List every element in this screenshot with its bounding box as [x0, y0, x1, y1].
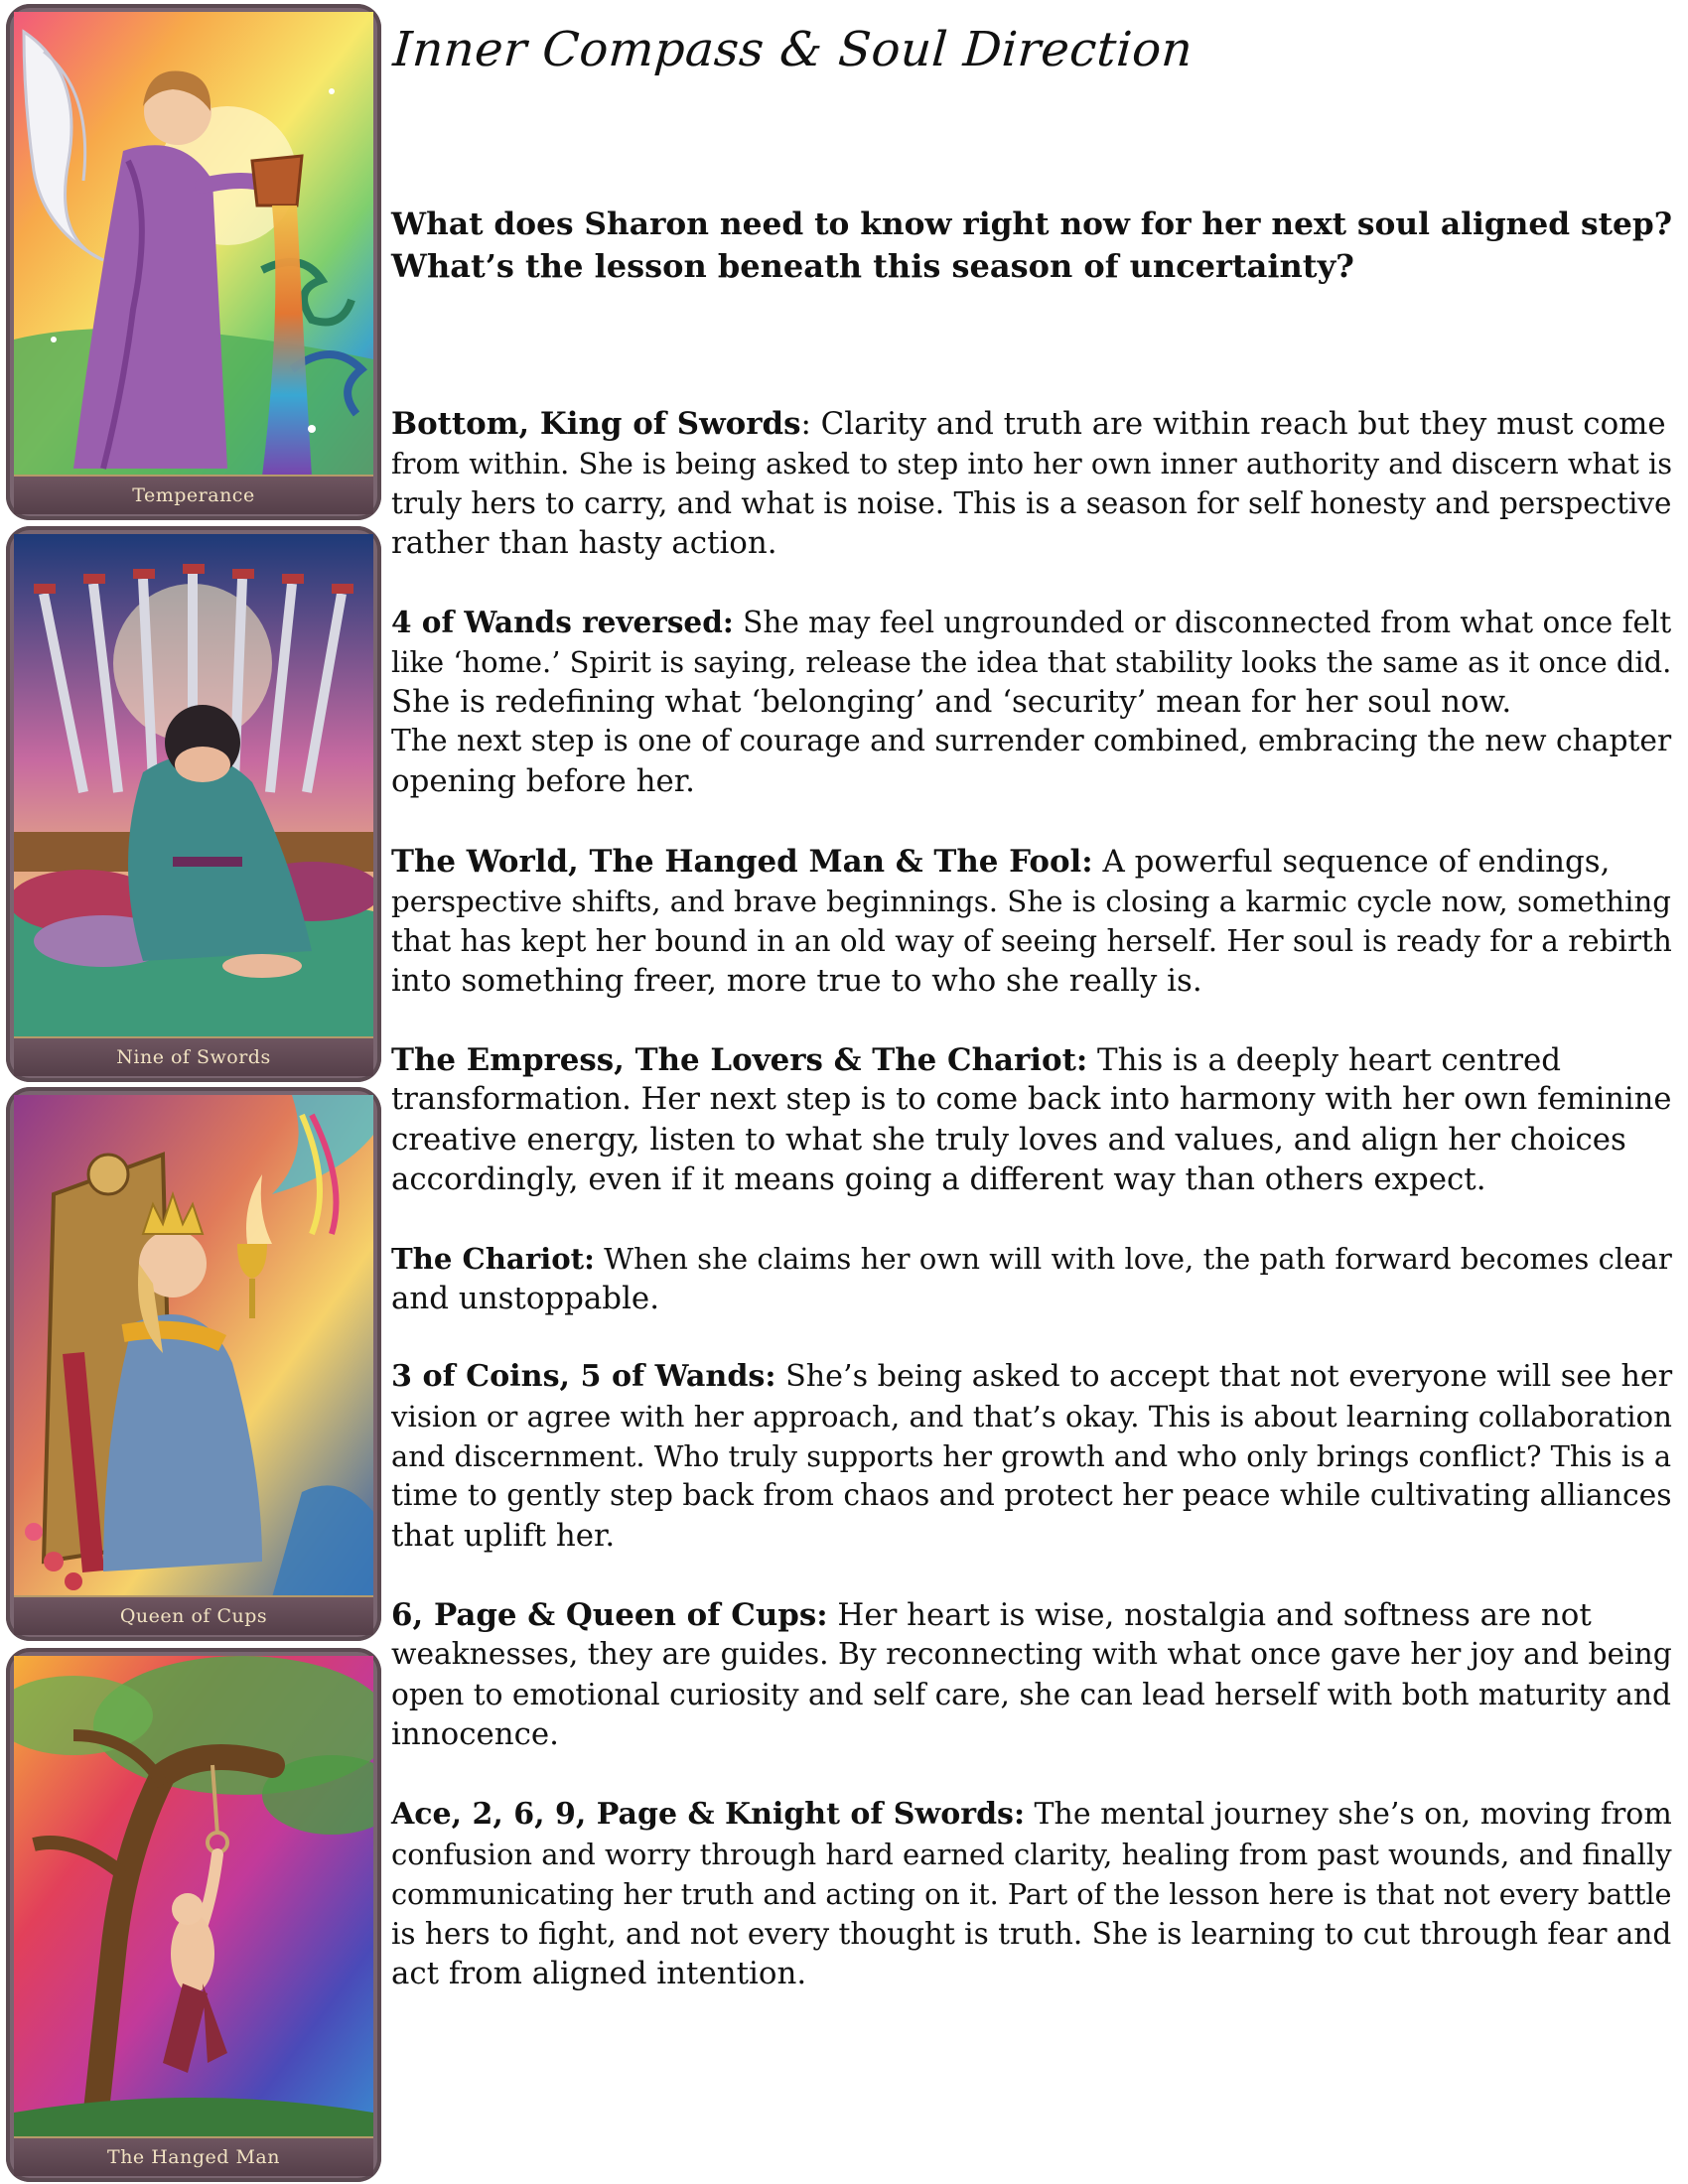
interpretation-line: The next step is one of courage and surrender combined, embracing the new chapter	[391, 724, 1672, 758]
card-interpretation	[391, 404, 1678, 563]
interpretation-line: truly hers to carry, and what is noise. This is a season for self honesty and perspective	[391, 486, 1672, 520]
card-name-banner	[14, 475, 373, 514]
card-name: The Hanged Man	[107, 2146, 280, 2168]
interpretation-heading: 4 of Wands reversed:	[391, 605, 734, 639]
page-title: Inner Compass & Soul Direction	[391, 22, 1196, 77]
interpretation-line: rather than hasty action.	[391, 525, 777, 561]
card-name-banner	[14, 1595, 373, 1635]
interpretation-line: creative energy, listen to what she truly loves and values, and align her choices	[391, 1122, 1626, 1158]
card-name-banner	[14, 2136, 373, 2176]
interpretation-line: vision or agree with her approach, and that’s okay. This is about learning collaboration	[391, 1400, 1672, 1433]
card-name-banner	[14, 1036, 373, 1076]
interpretation-line: from within. She is being asked to step into her own inner authority and discern what is	[391, 447, 1673, 480]
first-line	[391, 404, 1678, 444]
interpretation-line: opening before her.	[391, 763, 695, 799]
card-name: Queen of Cups	[119, 1605, 268, 1627]
card-name: Nine of Swords	[116, 1046, 271, 1068]
interpretation-text: Clarity and truth are within reach but they must come	[810, 406, 1666, 442]
interpretation-line: into something freer, more true to who she really is.	[391, 963, 1202, 999]
angel-pouring-water-card-icon	[14, 12, 373, 477]
interpretation-line: time to gently step back from chaos and protect her peace while cultivating alliances	[391, 1478, 1672, 1513]
interpretation-line: open to emotional curiosity and self care, she can lead herself with both maturity and	[391, 1678, 1671, 1711]
interpretation-heading: Ace, 2, 6, 9, Page & Knight of Swords:	[391, 1797, 1026, 1832]
question: What’s the lesson beneath this season of uncertainty?	[391, 247, 1354, 285]
first-line	[391, 1357, 1678, 1397]
interpretation-line: weaknesses, they are guides. By reconnecting with what once gave her joy and being	[391, 1637, 1672, 1672]
card-interpretation	[391, 1795, 1678, 1993]
interpretation-heading: The World, The Hanged Man & The Fool:	[391, 844, 1093, 880]
interpretation-line: perspective shifts, and brave beginnings. She is closing a karmic cycle now, something	[391, 885, 1671, 918]
interpretation-text: When she claims her own will with love, the path forward becomes clear	[594, 1242, 1672, 1276]
interpretation-line: communicating her truth and acting on it. Part of the lesson here is that not every battle	[391, 1877, 1672, 1911]
card-name: Temperance	[132, 484, 255, 506]
interpretation-line: confusion and worry through hard earned clarity, healing from past wounds, and finally	[391, 1838, 1672, 1871]
interpretation-text: She’s being asked to accept that not everyone will see her	[775, 1359, 1673, 1394]
first-line	[391, 603, 1678, 642]
first-line	[391, 1795, 1678, 1835]
queen-on-throne-card-icon	[14, 1095, 373, 1597]
first-line	[391, 842, 1678, 882]
interpretation-line: like ‘home.’ Spirit is saying, release the idea that stability looks the same as it once did.	[391, 645, 1672, 679]
tarot-card-temperance	[6, 4, 381, 520]
first-line	[391, 1040, 1678, 1080]
interpretation-heading: 6, Page & Queen of Cups:	[391, 1597, 828, 1633]
interpretation-line: and unstoppable.	[391, 1281, 660, 1316]
interpretation-line: that has kept her bound in an old way of seeing herself. Her soul is ready for a rebirth	[391, 924, 1672, 958]
hanged-man-tree-card-icon	[14, 1656, 373, 2138]
woman-with-swords-card-icon	[14, 534, 373, 1038]
tarot-card-nine-of-swords	[6, 526, 381, 1082]
interpretation-text: The mental journey she’s on, moving from	[1025, 1797, 1672, 1832]
interpretation-line: transformation. Her next step is to come back into harmony with her own feminine	[391, 1082, 1672, 1117]
interpretation-line: accordingly, even if it means going a different way than others expect.	[391, 1161, 1486, 1197]
card-interpretation	[391, 1595, 1678, 1754]
interpretation-text: This is a deeply heart centred	[1087, 1042, 1561, 1078]
interpretation-line: that uplift her.	[391, 1518, 616, 1554]
card-interpretation	[391, 1357, 1678, 1556]
interpretation-text: A powerful sequence of endings,	[1092, 844, 1611, 880]
card-interpretation	[391, 842, 1678, 1001]
interpretation-line: act from aligned intention.	[391, 1956, 807, 1991]
interpretation-heading: The Chariot:	[391, 1242, 595, 1276]
interpretation-heading: 3 of Coins, 5 of Wands:	[391, 1359, 776, 1394]
heading-separator: :	[800, 406, 811, 442]
interpretation-heading: The Empress, The Lovers & The Chariot:	[391, 1042, 1088, 1078]
interpretation-line: innocence.	[391, 1716, 559, 1752]
first-line	[391, 1595, 1678, 1635]
interpretation-line: and discernment. Who truly supports her growth and who only brings conflict? This is a	[391, 1439, 1672, 1473]
guiding-questions	[391, 204, 1672, 287]
first-line	[391, 1239, 1678, 1279]
interpretation-line: She is redefining what ‘belonging’ and ‘security’ mean for her soul now.	[391, 684, 1512, 720]
tarot-card-the-hanged-man	[6, 1648, 381, 2182]
interpretation-text: She may feel ungrounded or disconnected from what once felt	[733, 606, 1672, 639]
card-interpretation	[391, 1239, 1678, 1318]
question: What does Sharon need to know right now for her next soul aligned step?	[391, 206, 1673, 242]
tarot-card-queen-of-cups	[6, 1087, 381, 1641]
interpretation-text: Her heart is wise, nostalgia and softness are not	[827, 1597, 1592, 1633]
interpretation-heading: Bottom, King of Swords	[391, 406, 801, 442]
card-interpretation	[391, 1040, 1678, 1199]
card-interpretation	[391, 603, 1678, 801]
interpretation-line: is hers to fight, and not every thought is truth. She is learning to cut through fear and	[391, 1917, 1672, 1951]
